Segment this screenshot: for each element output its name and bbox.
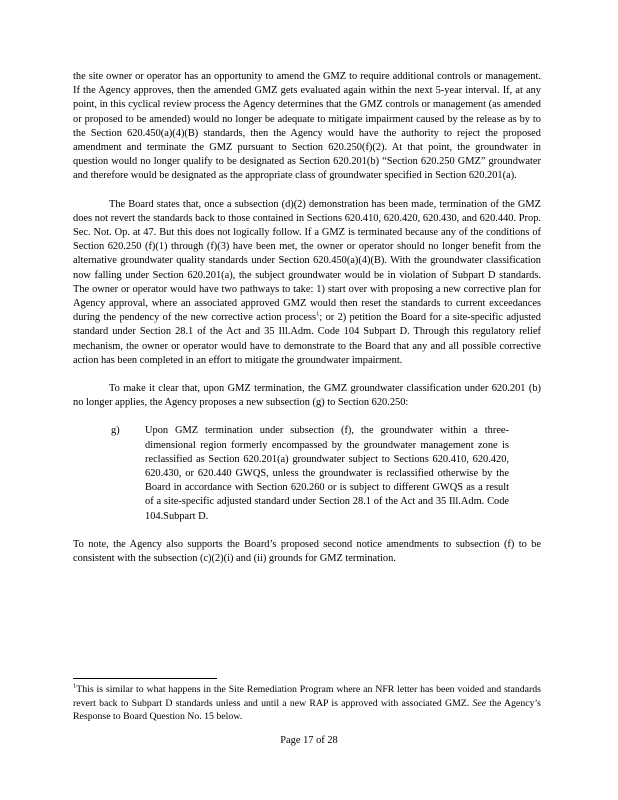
proposed-subsection-g	[73, 424, 541, 523]
footnote-text-1: This is similar to what happens in the Site Remediation Program where an NFR letter has been voided and standards revert back to Subpart D standards unless and until a new RAP is approved with associated GMZ.	[73, 684, 541, 709]
subsection-text: Upon GMZ termination under subsection (f), the groundwater within a three-dimensional region formerly encompassed by the groundwater management zone is reclassified as Section 620.201(a) groundwater subject to Sections 620.410, 620.420, 620.430, or 620.440 GWQS, unless the groundwater is reclassified otherwise by the Board in accordance with Section 620.260 or is subject to different GWQS as a result of a site-specific adjusted standard under Section 28.1 of the Act and 35 Ill.Adm. Code 104.Subpart D.	[145, 425, 509, 522]
paragraph-3: To make it clear that, upon GMZ termination, the GMZ groundwater classification under 620.201 (b) no longer applies, the Agency proposes a new subsection (g) to Section 620.250:	[73, 383, 541, 409]
paragraph-1: the site owner or operator has an opportunity to amend the GMZ to require additional controls or management. If the Agency approves, then the amended GMZ gets evaluated again within the next 5-year interval. If, at any point, in this cyclical review process the Agency determines that the GMZ controls or management (as amended or proposed to be amended) would no longer be adequate to mitigate impairment caused by the release as by to the Section 620.450(a)(4)(B) standards, then the Agency would have the authority to reject the proposed amendment and terminate the GMZ pursuant to Section 620.250(f)(2). At that point, the groundwater in question would no longer qualify to be designated as Section 620.201(b) “Section 620.250 GMZ” groundwater and therefore would be designated as the appropriate class of groundwater specified in Section 620.201(a).	[73, 71, 541, 182]
document-body	[73, 70, 541, 566]
footnote-text-2: the Agency’s Response to Board Question No. 15 below.	[73, 697, 541, 723]
page-number: Page 17 of 28	[280, 735, 338, 746]
footnote-see: See	[472, 697, 487, 709]
subsection-label: g)	[111, 425, 120, 437]
footnote-reference: 1	[316, 310, 320, 318]
paragraph-2	[73, 198, 541, 368]
footnote-number: 1	[73, 682, 77, 690]
paragraph-2-part-1: The Board states that, once a subsection (d)(2) demonstration has been made, termination of the GMZ does not revert the standards back to those contained in Sections 620.410, 620.420, 620.430, and 620.440. Prop. Sec. Not. Op. at 47. But this does not logically follow. If a GMZ is terminated because any of the conditions of Section 620.250 (f)(1) through (f)(3) have been met, the owner or operator should no longer benefit from the alternative groundwater quality standards under Section 620.450(a)(4)(B). With the groundwater classification now falling under Section 620.201(a), the subject groundwater would be in violation of Subpart D standards. The owner or operator would have two pathways to take: 1) start over with proposing a new corrective plan for Agency approval, where an associated approved GMZ would then reset the standards to current exceedances during the pendency of the new corrective action process	[73, 198, 541, 324]
footnote-divider	[73, 678, 217, 679]
paragraph-4: To note, the Agency also supports the Board’s proposed second notice amendments to subsection (f) to be consistent with the subsection (c)(2)(i) and (ii) grounds for GMZ termination.	[73, 538, 541, 565]
footnote	[73, 683, 541, 724]
paragraph-2-part-2: ; or 2) petition the Board for a site-specific adjusted standard under Section 28.1 of the Act and 35 Ill.Adm. Code 104 Subpart D. Through this regulatory relief mechanism, the owner or operator would have to demonstrate to the Board that any and all possible corrective action has been completed in an effort to mitigate the groundwater impairment.	[73, 312, 541, 366]
